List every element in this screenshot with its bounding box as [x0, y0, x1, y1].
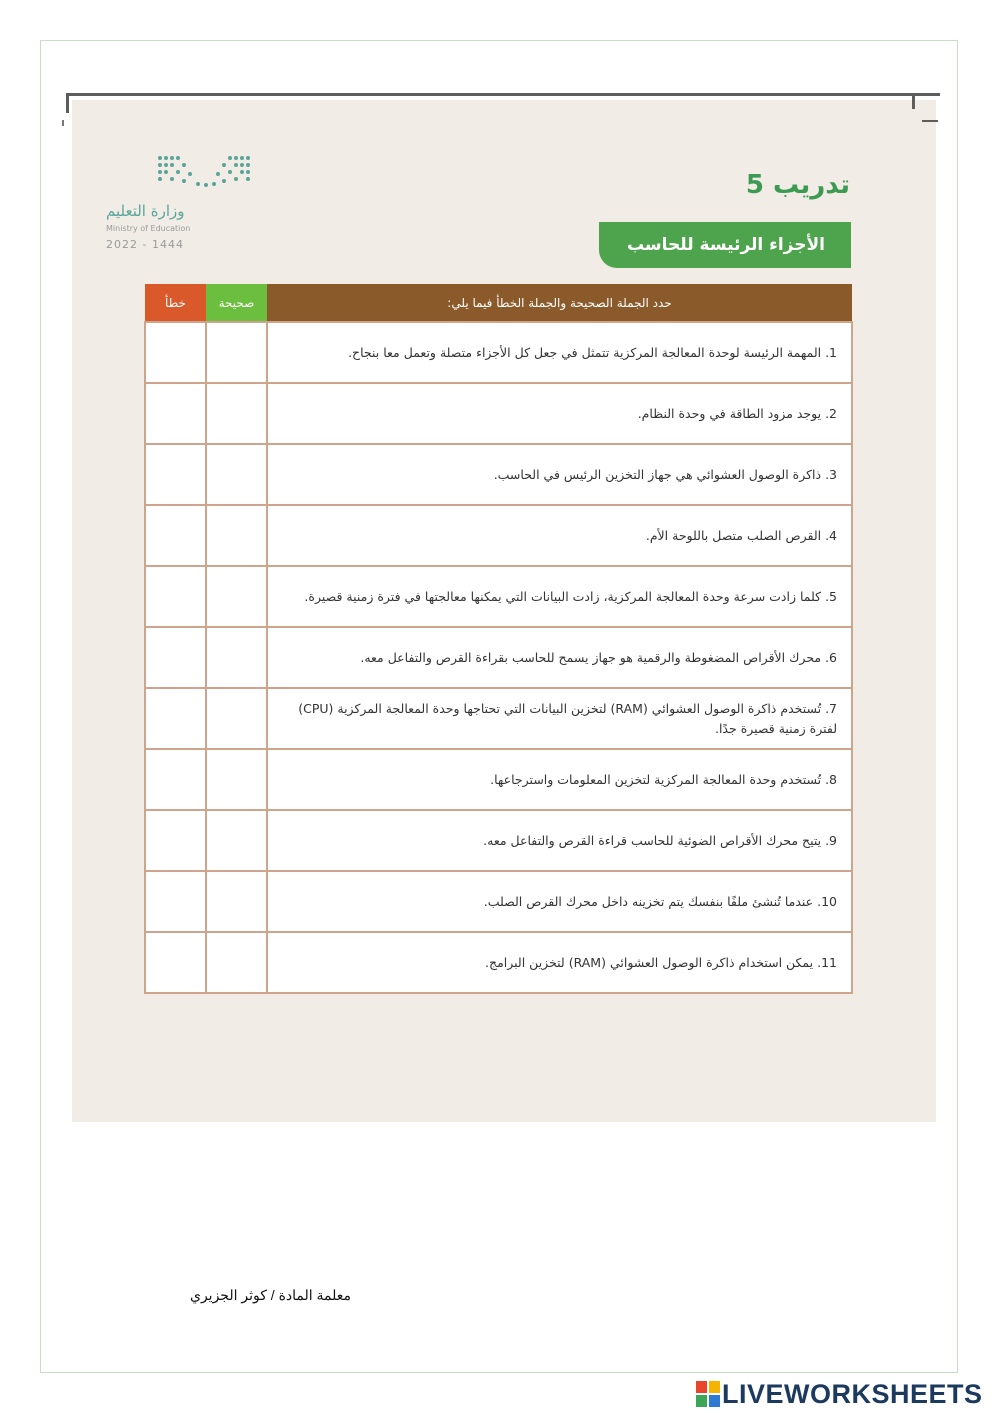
- false-answer-box[interactable]: [145, 932, 206, 993]
- false-answer-box[interactable]: [145, 383, 206, 444]
- ministry-name-ar: وزارة التعليم: [106, 202, 185, 220]
- false-answer-box[interactable]: [145, 566, 206, 627]
- table-row: [145, 810, 852, 871]
- statement: 6. محرك الأقراص المضغوطة والرقمية هو جهاز يسمح للحاسب بقراءة القرص والتفاعل معه.: [267, 627, 852, 688]
- true-answer-box[interactable]: [206, 688, 267, 749]
- false-answer-box[interactable]: [145, 444, 206, 505]
- table-row: [145, 627, 852, 688]
- statement: 9. يتيح محرك الأقراص الضوئية للحاسب قراءة القرص والتفاعل معه.: [267, 810, 852, 871]
- crop-mark-left-tick: [62, 120, 64, 126]
- teacher-signature: معلمة المادة / كوثر الجزيري: [190, 1287, 352, 1303]
- true-answer-box[interactable]: [206, 383, 267, 444]
- table-row: [145, 688, 852, 749]
- liveworksheets-logo-icon: [696, 1381, 720, 1407]
- true-answer-box[interactable]: [206, 749, 267, 810]
- true-answer-box[interactable]: [206, 444, 267, 505]
- table-row: [145, 871, 852, 932]
- table-row: [145, 932, 852, 993]
- table-row: [145, 505, 852, 566]
- brand-text: LIVEWORKSHEETS: [722, 1378, 983, 1409]
- false-answer-box[interactable]: [145, 322, 206, 383]
- true-answer-box[interactable]: [206, 566, 267, 627]
- exercise-banner: الأجزاء الرئيسة للحاسب: [599, 222, 851, 268]
- false-answer-box[interactable]: [145, 627, 206, 688]
- exercise-title: تدريب 5: [745, 170, 850, 200]
- ministry-name-en: Ministry of Education: [106, 224, 191, 233]
- liveworksheets-brand[interactable]: [696, 1378, 983, 1410]
- false-answer-box[interactable]: [145, 871, 206, 932]
- header-false: خطأ: [145, 284, 206, 322]
- true-answer-box[interactable]: [206, 322, 267, 383]
- statement: 11. يمكن استخدام ذاكرة الوصول العشوائي (RAM) لتخزين البرامج.: [267, 932, 852, 993]
- header-question: حدد الجملة الصحيحة والجملة الخطأ فيما يلي:: [267, 284, 852, 322]
- statement: 2. يوجد مزود الطاقة في وحدة النظام.: [267, 383, 852, 444]
- table-row: [145, 749, 852, 810]
- ministry-logo: [100, 152, 270, 262]
- true-answer-box[interactable]: [206, 932, 267, 993]
- crop-mark-left: [66, 93, 69, 113]
- true-answer-box[interactable]: [206, 810, 267, 871]
- table-row: [145, 322, 852, 383]
- ministry-year: 2022 - 1444: [106, 238, 184, 251]
- statement: 5. كلما زادت سرعة وحدة المعالجة المركزية، زادت البيانات التي يمكنها معالجتها في فترة زمنية قصيرة.: [267, 566, 852, 627]
- true-answer-box[interactable]: [206, 627, 267, 688]
- table-header-row: [145, 284, 852, 322]
- statement: 10. عندما تُنشئ ملفًا بنفسك يتم تخزينه داخل محرك القرص الصلب.: [267, 871, 852, 932]
- crop-mark-right: [912, 93, 915, 109]
- statement: 1. المهمة الرئيسة لوحدة المعالجة المركزية تتمثل في جعل كل الأجزاء متصلة وتعمل معا بنجاح.: [267, 322, 852, 383]
- table-row: [145, 383, 852, 444]
- true-answer-box[interactable]: [206, 871, 267, 932]
- statement: 3. ذاكرة الوصول العشوائي هي جهاز التخزين الرئيس في الحاسب.: [267, 444, 852, 505]
- crop-mark-top: [66, 93, 940, 96]
- true-answer-box[interactable]: [206, 505, 267, 566]
- statement: 4. القرص الصلب متصل باللوحة الأم.: [267, 505, 852, 566]
- statement: 7. تُستخدم ذاكرة الوصول العشوائي (RAM) لتخزين البيانات التي تحتاجها وحدة المعالجة المركزية (CPU) لفترة زمنية قصيرة جدًا.: [267, 688, 852, 749]
- crop-mark-right-tick: [922, 120, 938, 122]
- false-answer-box[interactable]: [145, 505, 206, 566]
- table-row: [145, 566, 852, 627]
- table-row: [145, 444, 852, 505]
- false-answer-box[interactable]: [145, 688, 206, 749]
- ministry-logo-icon: [152, 152, 262, 192]
- statement: 8. تُستخدم وحدة المعالجة المركزية لتخزين المعلومات واسترجاعها.: [267, 749, 852, 810]
- false-answer-box[interactable]: [145, 749, 206, 810]
- true-false-table: [144, 284, 853, 994]
- false-answer-box[interactable]: [145, 810, 206, 871]
- header-true: صحيحة: [206, 284, 267, 322]
